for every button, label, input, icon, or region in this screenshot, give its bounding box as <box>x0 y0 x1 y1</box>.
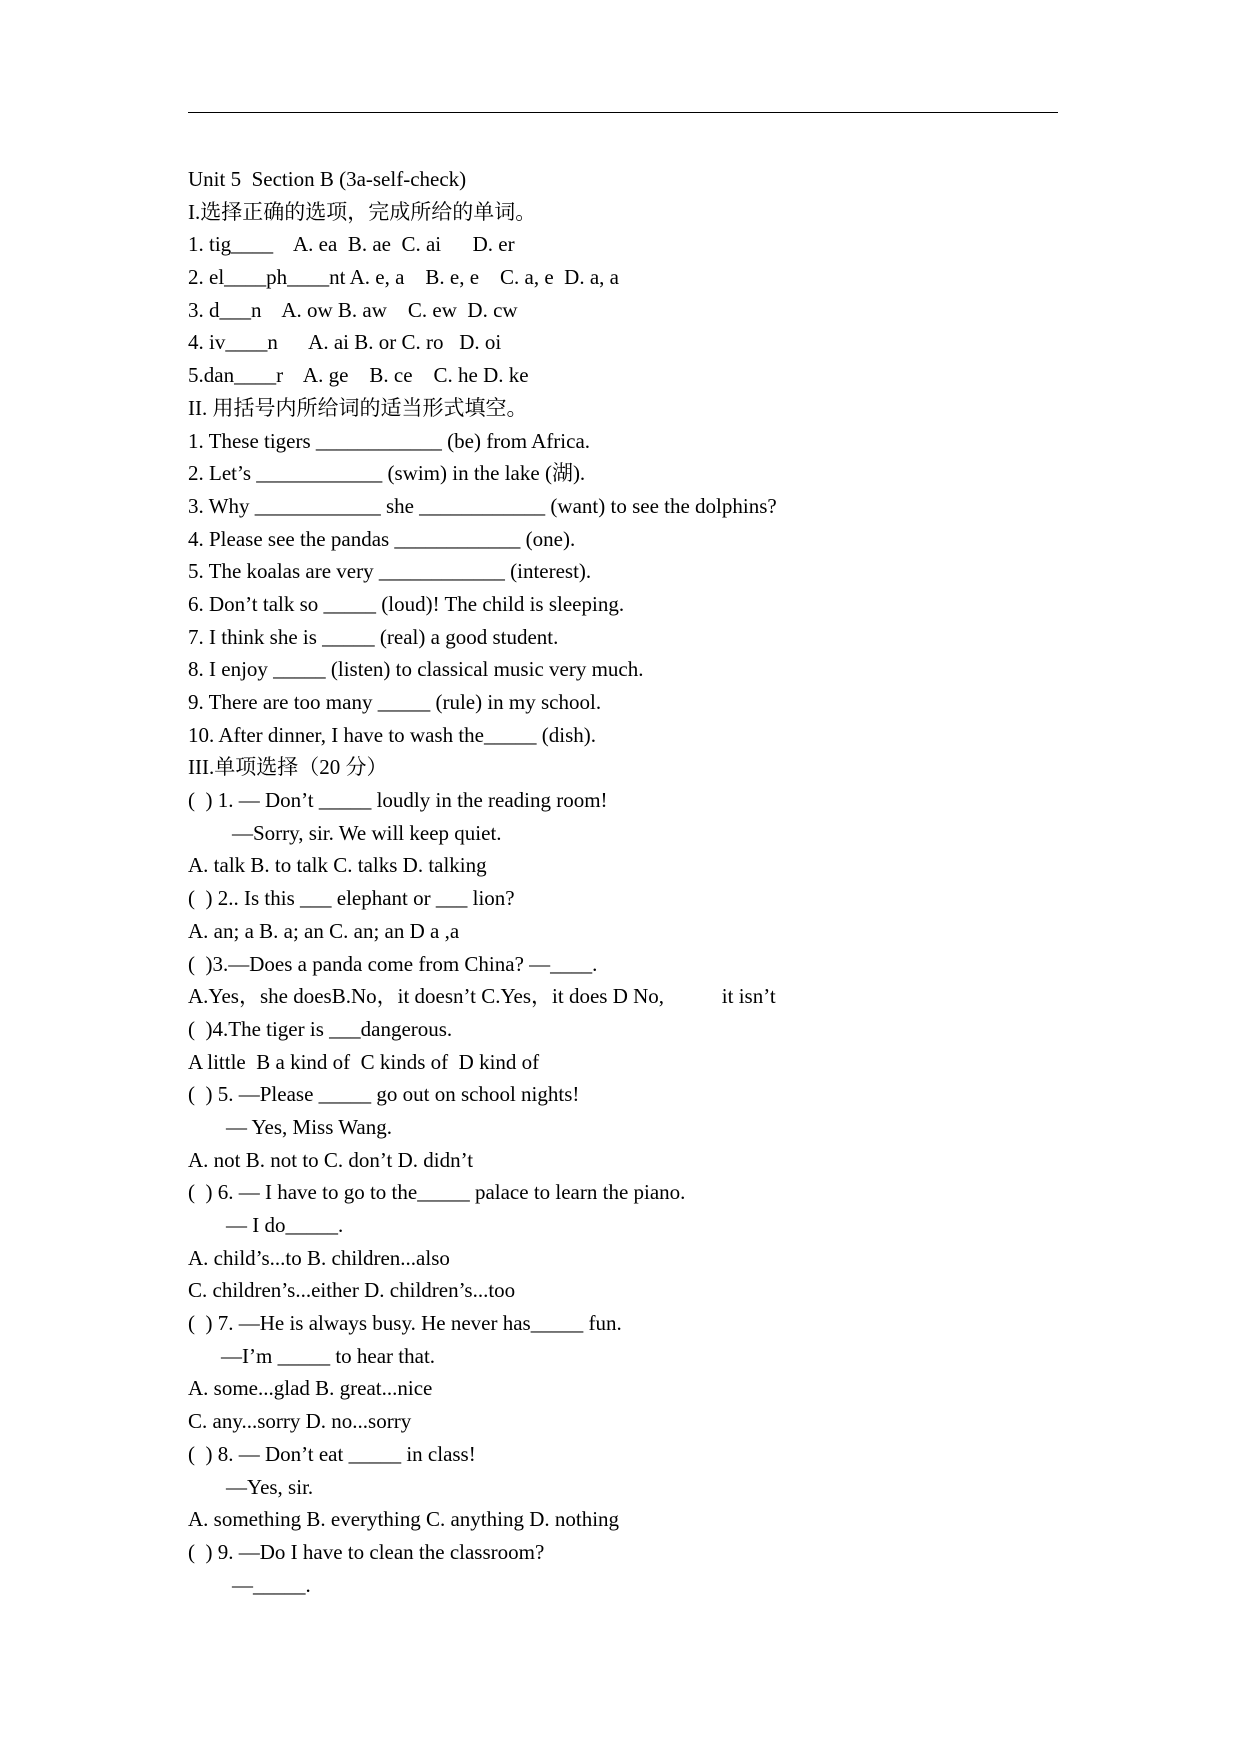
section1-item-5: 5.dan____r A. ge B. ce C. he D. ke <box>188 363 529 388</box>
section1-item-1: 1. tig____ A. ea B. ae C. ai D. er <box>188 232 515 257</box>
section2-item-2: 2. Let’s ____________ (swim) in the lake (湖). <box>188 461 586 486</box>
section2-item-8: 8. I enjoy _____ (listen) to classical music very much. <box>188 657 644 682</box>
question-6-options-ab: A. child’s...to B. children...also <box>188 1245 450 1270</box>
question-6-options-cd: C. children’s...either D. children’s...too <box>188 1278 516 1303</box>
question-8-stem: ( ) 8. — Don’t eat _____ in class! <box>188 1441 476 1466</box>
section2-item-3: 3. Why ____________ she ____________ (want) to see the dolphins? <box>188 493 777 518</box>
worksheet <box>188 163 1058 1601</box>
section2-heading: II. 用括号内所给词的适当形式填空。 <box>188 395 528 420</box>
section1-item-3: 3. d___n A. ow B. aw C. ew D. cw <box>188 297 518 322</box>
question-7-options-ab: A. some...glad B. great...nice <box>188 1376 433 1401</box>
question-4-options: A little B a kind of C kinds of D kind of <box>188 1049 540 1074</box>
question-5-reply: — Yes, Miss Wang. <box>226 1114 392 1139</box>
header-rule <box>188 112 1058 113</box>
question-1-options: A. talk B. to talk C. talks D. talking <box>188 853 487 878</box>
question-6-stem: ( ) 6. — I have to go to the_____ palace to learn the piano. <box>188 1180 686 1205</box>
question-8-reply: —Yes, sir. <box>226 1474 314 1499</box>
question-9-reply: —_____. <box>232 1572 311 1597</box>
section1-item-4: 4. iv____n A. ai B. or C. ro D. oi <box>188 330 502 355</box>
section2-item-5: 5. The koalas are very ____________ (interest). <box>188 559 592 584</box>
question-8-options: A. something B. everything C. anything D. nothing <box>188 1507 620 1532</box>
question-2-stem: ( ) 2.. Is this ___ elephant or ___ lion? <box>188 886 515 911</box>
question-6-reply: — I do_____. <box>226 1213 344 1237</box>
question-7-options-cd: C. any...sorry D. no...sorry <box>188 1409 412 1434</box>
question-1-stem: ( ) 1. — Don’t _____ loudly in the reading room! <box>188 788 608 813</box>
question-7-reply: —I’m _____ to hear that. <box>221 1343 436 1368</box>
question-1-reply: —Sorry, sir. We will keep quiet. <box>232 820 502 845</box>
section2-item-1: 1. These tigers ____________ (be) from Africa. <box>188 428 591 453</box>
section1-item-2: 2. el____ph____nt A. e, a B. e, e C. a, e D. a, a <box>188 265 619 290</box>
question-3-stem: ( )3.—Does a panda come from China? —____. <box>188 951 598 976</box>
section2-item-6: 6. Don’t talk so _____ (loud)! The child is sleeping. <box>188 591 625 616</box>
worksheet-title: Unit 5 Section B (3a-self-check) <box>188 167 467 191</box>
section2-item-7: 7. I think she is _____ (real) a good student. <box>188 624 559 649</box>
question-3-options: A.Yes，she doesB.No，it doesn’t C.Yes，it does D No, it isn’t <box>188 984 776 1009</box>
question-5-stem: ( ) 5. —Please _____ go out on school nights! <box>188 1082 580 1107</box>
section2-item-9: 9. There are too many _____ (rule) in my school. <box>188 690 602 714</box>
section1-heading: I.选择正确的选项，完成所给的单词。 <box>188 199 537 224</box>
section2-item-4: 4. Please see the pandas ____________ (one). <box>188 526 576 551</box>
section2-item-10: 10. After dinner, I have to wash the_____ (dish). <box>188 722 596 747</box>
question-9-stem: ( ) 9. —Do I have to clean the classroom? <box>188 1539 545 1564</box>
question-2-options: A. an; a B. a; an C. an; an D a ,a <box>188 918 460 943</box>
section3-heading: III.单项选择（20 分） <box>188 755 388 780</box>
question-7-stem: ( ) 7. —He is always busy. He never has_____ fun. <box>188 1311 622 1336</box>
question-5-options: A. not B. not to C. don’t D. didn’t <box>188 1147 474 1172</box>
question-4-stem: ( )4.The tiger is ___dangerous. <box>188 1016 453 1041</box>
